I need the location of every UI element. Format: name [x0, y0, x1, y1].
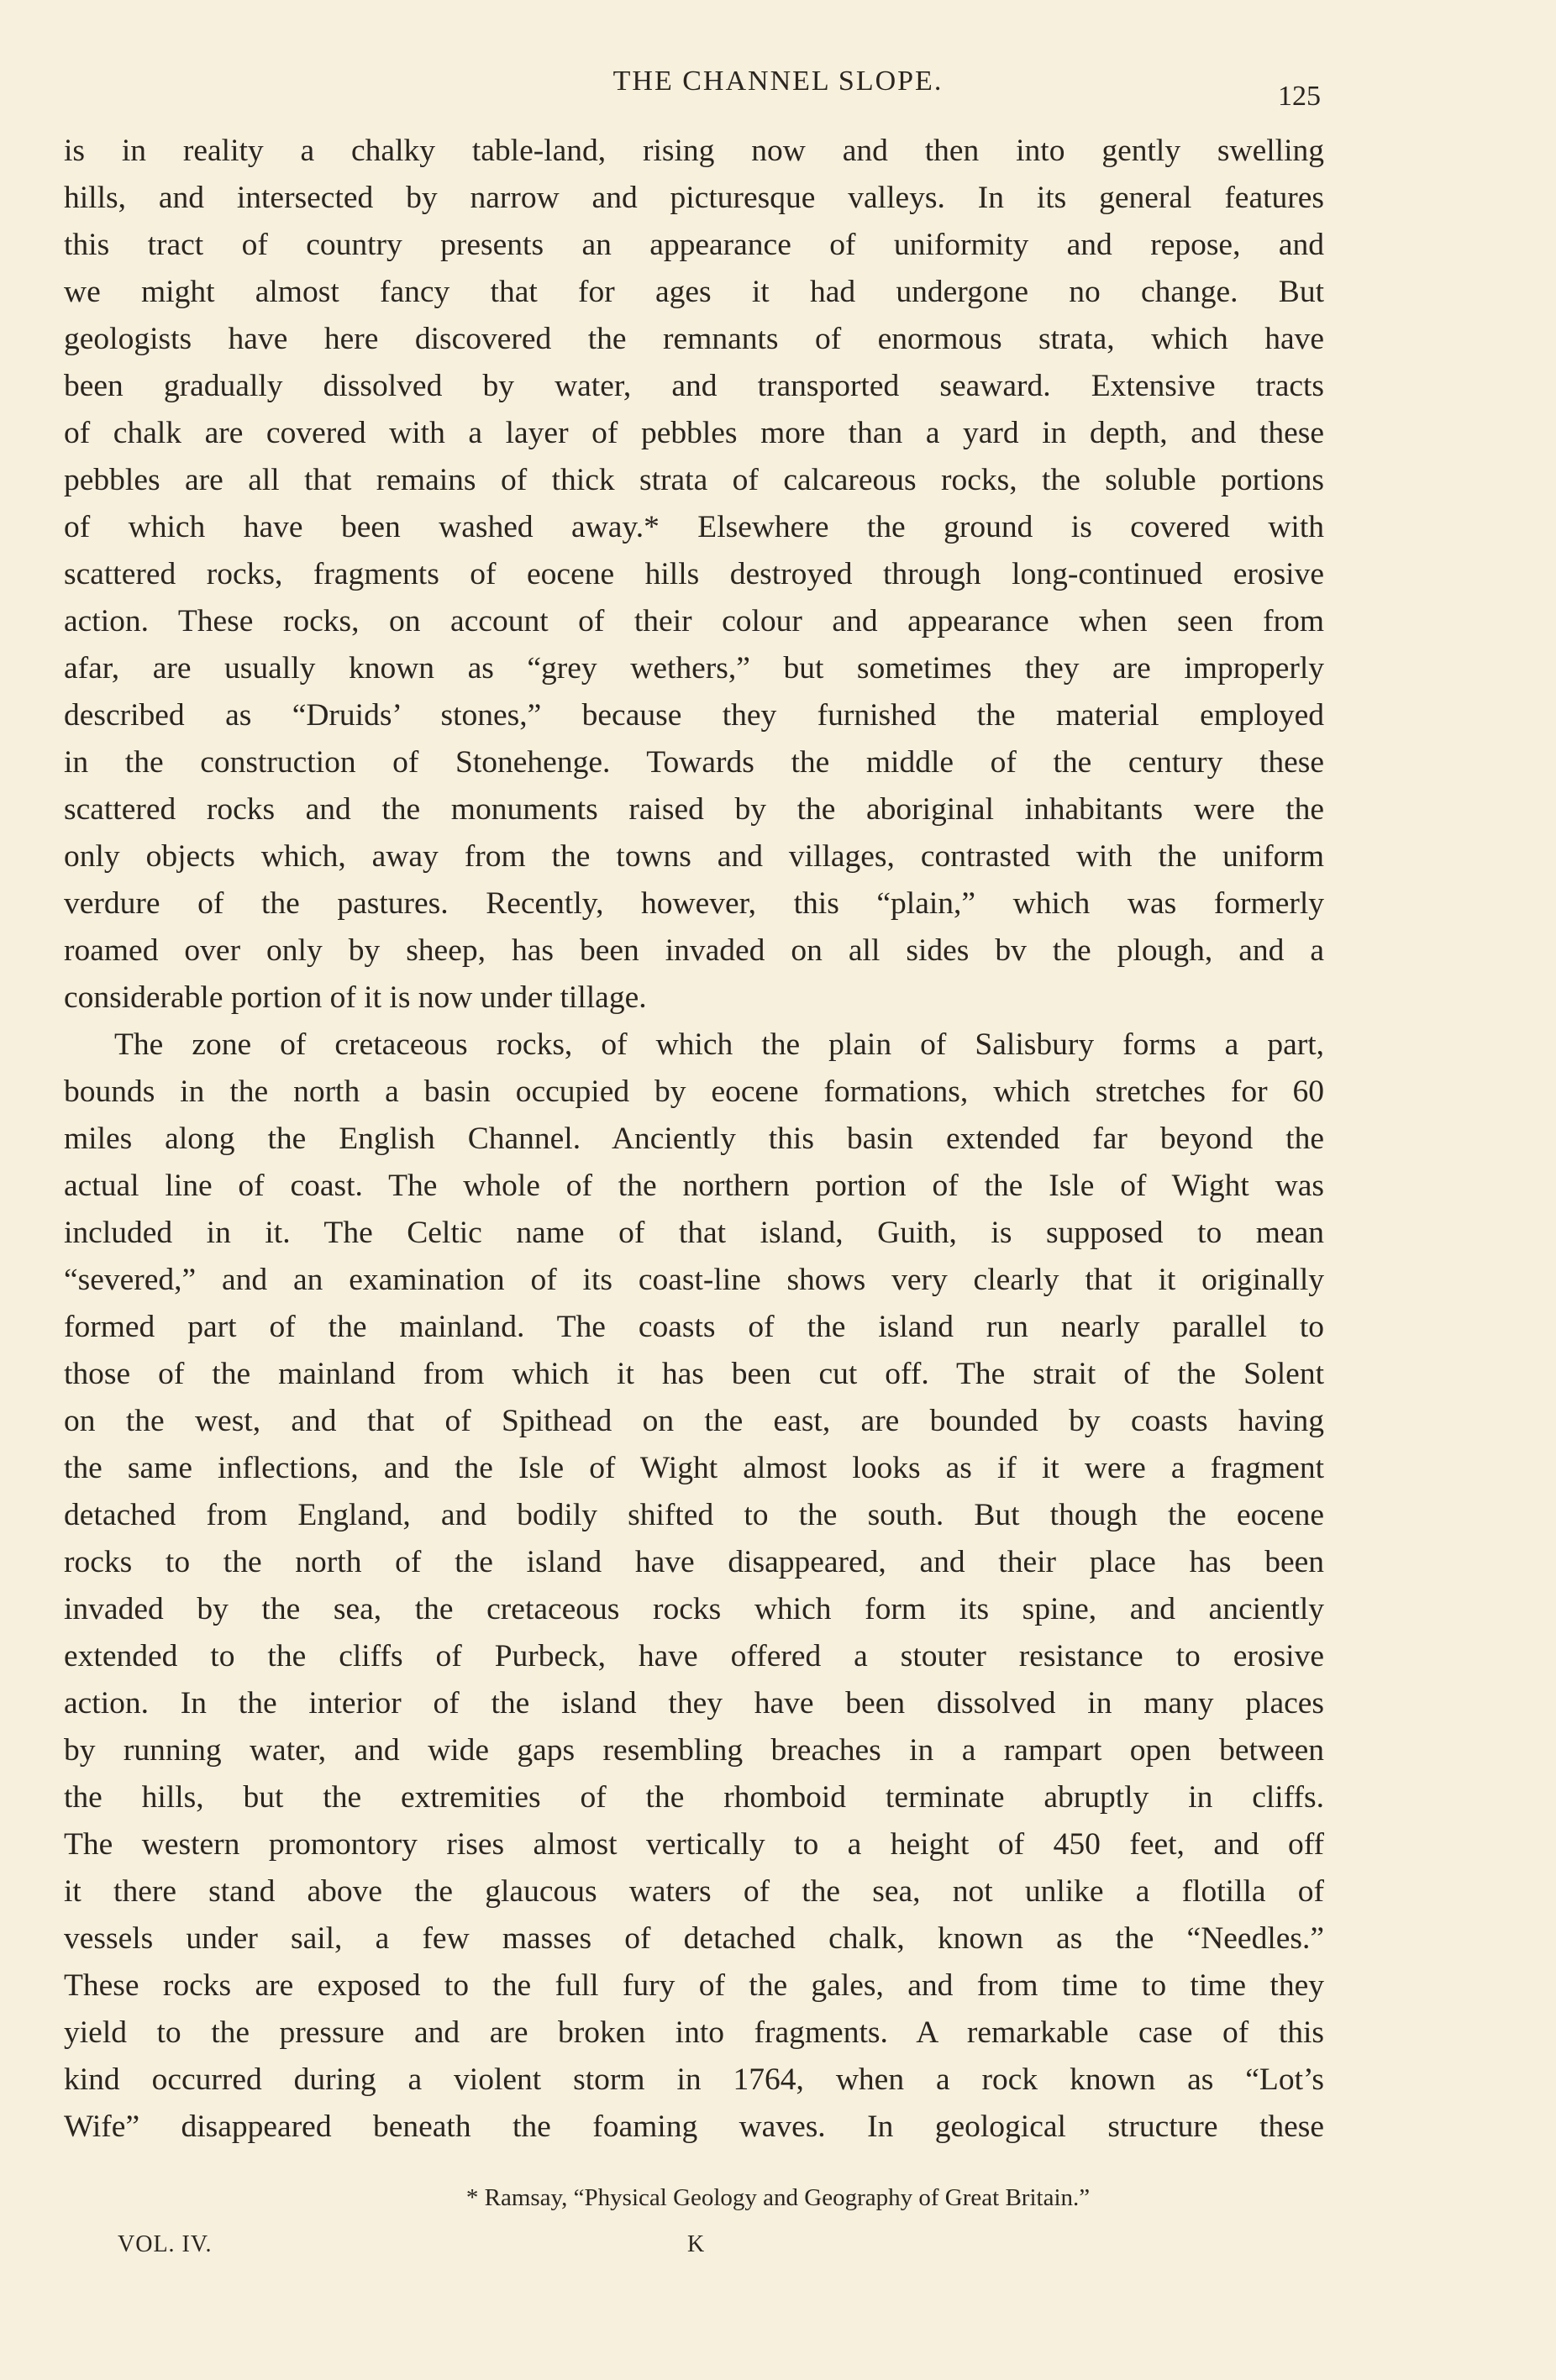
text-line: The western promontory rises almost vertically to a height of 450 feet, and off — [64, 1827, 1324, 1862]
text-line: by running water, and wide gaps resembling breaches in a rampart open between — [64, 1733, 1324, 1768]
text-line: on the west, and that of Spithead on the east, are bounded by coasts having — [64, 1404, 1324, 1438]
text-line: vessels under sail, a few masses of detached chalk, known as the “Needles.” — [64, 1921, 1324, 1956]
volume-signature: VOL. IV. — [118, 2231, 213, 2257]
text-line: yield to the pressure and are broken into fragments. A remarkable case of this — [64, 2015, 1324, 2050]
text-line: scattered rocks, fragments of eocene hills destroyed through long-continued erosive — [64, 557, 1324, 591]
text-line: verdure of the pastures. Recently, however, this “plain,” which was formerly — [64, 886, 1324, 921]
running-title: THE CHANNEL SLOPE. — [612, 66, 944, 97]
text-line: been gradually dissolved by water, and transported seaward. Extensive tracts — [64, 369, 1324, 403]
text-line: afar, are usually known as “grey wethers,” but sometimes they are improperly — [64, 651, 1324, 686]
text-line: pebbles are all that remains of thick strata of calcareous rocks, the soluble portions — [64, 463, 1324, 497]
text-line: the hills, but the extremities of the rhomboid terminate abruptly in cliffs. — [64, 1780, 1324, 1815]
text-line: rocks to the north of the island have disappeared, and their place has been — [64, 1545, 1324, 1579]
text-line: considerable portion of it is now under tillage. — [64, 980, 647, 1015]
text-line: is in reality a chalky table-land, rising now and then into gently swelling — [64, 134, 1324, 168]
text-line: action. These rocks, on account of their colour and appearance when seen from — [64, 604, 1324, 638]
paragraph-start-line: The zone of cretaceous rocks, of which the plain of Salisbury forms a part, — [114, 1027, 1324, 1062]
text-line: “severed,” and an examination of its coast-line shows very clearly that it originally — [64, 1263, 1324, 1297]
footnote: * Ramsay, “Physical Geology and Geography of Great Britain.” — [465, 2184, 1091, 2211]
text-line: it there stand above the glaucous waters of the sea, not unlike a flotilla of — [64, 1874, 1324, 1909]
text-line: in the construction of Stonehenge. Towards the middle of the century these — [64, 745, 1324, 780]
text-line: those of the mainland from which it has been cut off. The strait of the Solent — [64, 1357, 1324, 1391]
text-line: kind occurred during a violent storm in 1764, when a rock known as “Lot’s — [64, 2062, 1324, 2097]
text-line: scattered rocks and the monuments raised by the aboriginal inhabitants were the — [64, 792, 1324, 827]
text-line: action. In the interior of the island they have been dissolved in many places — [64, 1686, 1324, 1721]
text-line: we might almost fancy that for ages it had undergone no change. But — [64, 275, 1324, 309]
text-line: geologists have here discovered the remnants of enormous strata, which have — [64, 322, 1324, 356]
text-line: detached from England, and bodily shifted to the south. But though the eocene — [64, 1498, 1324, 1532]
text-line: extended to the cliffs of Purbeck, have offered a stouter resistance to erosive — [64, 1639, 1324, 1673]
signature-mark: K — [687, 2231, 705, 2257]
text-line: described as “Druids’ stones,” because they furnished the material employed — [64, 698, 1324, 733]
page-number: 125 — [1278, 81, 1321, 112]
text-line: Wife” disappeared beneath the foaming waves. In geological structure these — [64, 2109, 1324, 2144]
text-line: bounds in the north a basin occupied by eocene formations, which stretches for 60 — [64, 1074, 1324, 1109]
text-line: These rocks are exposed to the full fury of the gales, and from time to time they — [64, 1968, 1324, 2003]
text-line: the same inflections, and the Isle of Wight almost looks as if it were a fragment — [64, 1451, 1324, 1485]
text-line: of chalk are covered with a layer of pebbles more than a yard in depth, and these — [64, 416, 1324, 450]
text-line: this tract of country presents an appearance of uniformity and repose, and — [64, 228, 1324, 262]
text-line: formed part of the mainland. The coasts of the island run nearly parallel to — [64, 1310, 1324, 1344]
text-line: miles along the English Channel. Anciently this basin extended far beyond the — [64, 1122, 1324, 1156]
text-line: included in it. The Celtic name of that island, Guith, is supposed to mean — [64, 1216, 1324, 1250]
text-line: actual line of coast. The whole of the northern portion of the Isle of Wight was — [64, 1169, 1324, 1203]
text-line: only objects which, away from the towns and villages, contrasted with the uniform — [64, 839, 1324, 874]
text-line: roamed over only by sheep, has been invaded on all sides bv the plough, and a — [64, 933, 1324, 968]
text-line: of which have been washed away.* Elsewhere the ground is covered with — [64, 510, 1324, 544]
text-line: hills, and intersected by narrow and picturesque valleys. In its general features — [64, 181, 1324, 215]
body-text — [64, 128, 1324, 2151]
text-line: invaded by the sea, the cretaceous rocks which form its spine, and anciently — [64, 1592, 1324, 1626]
